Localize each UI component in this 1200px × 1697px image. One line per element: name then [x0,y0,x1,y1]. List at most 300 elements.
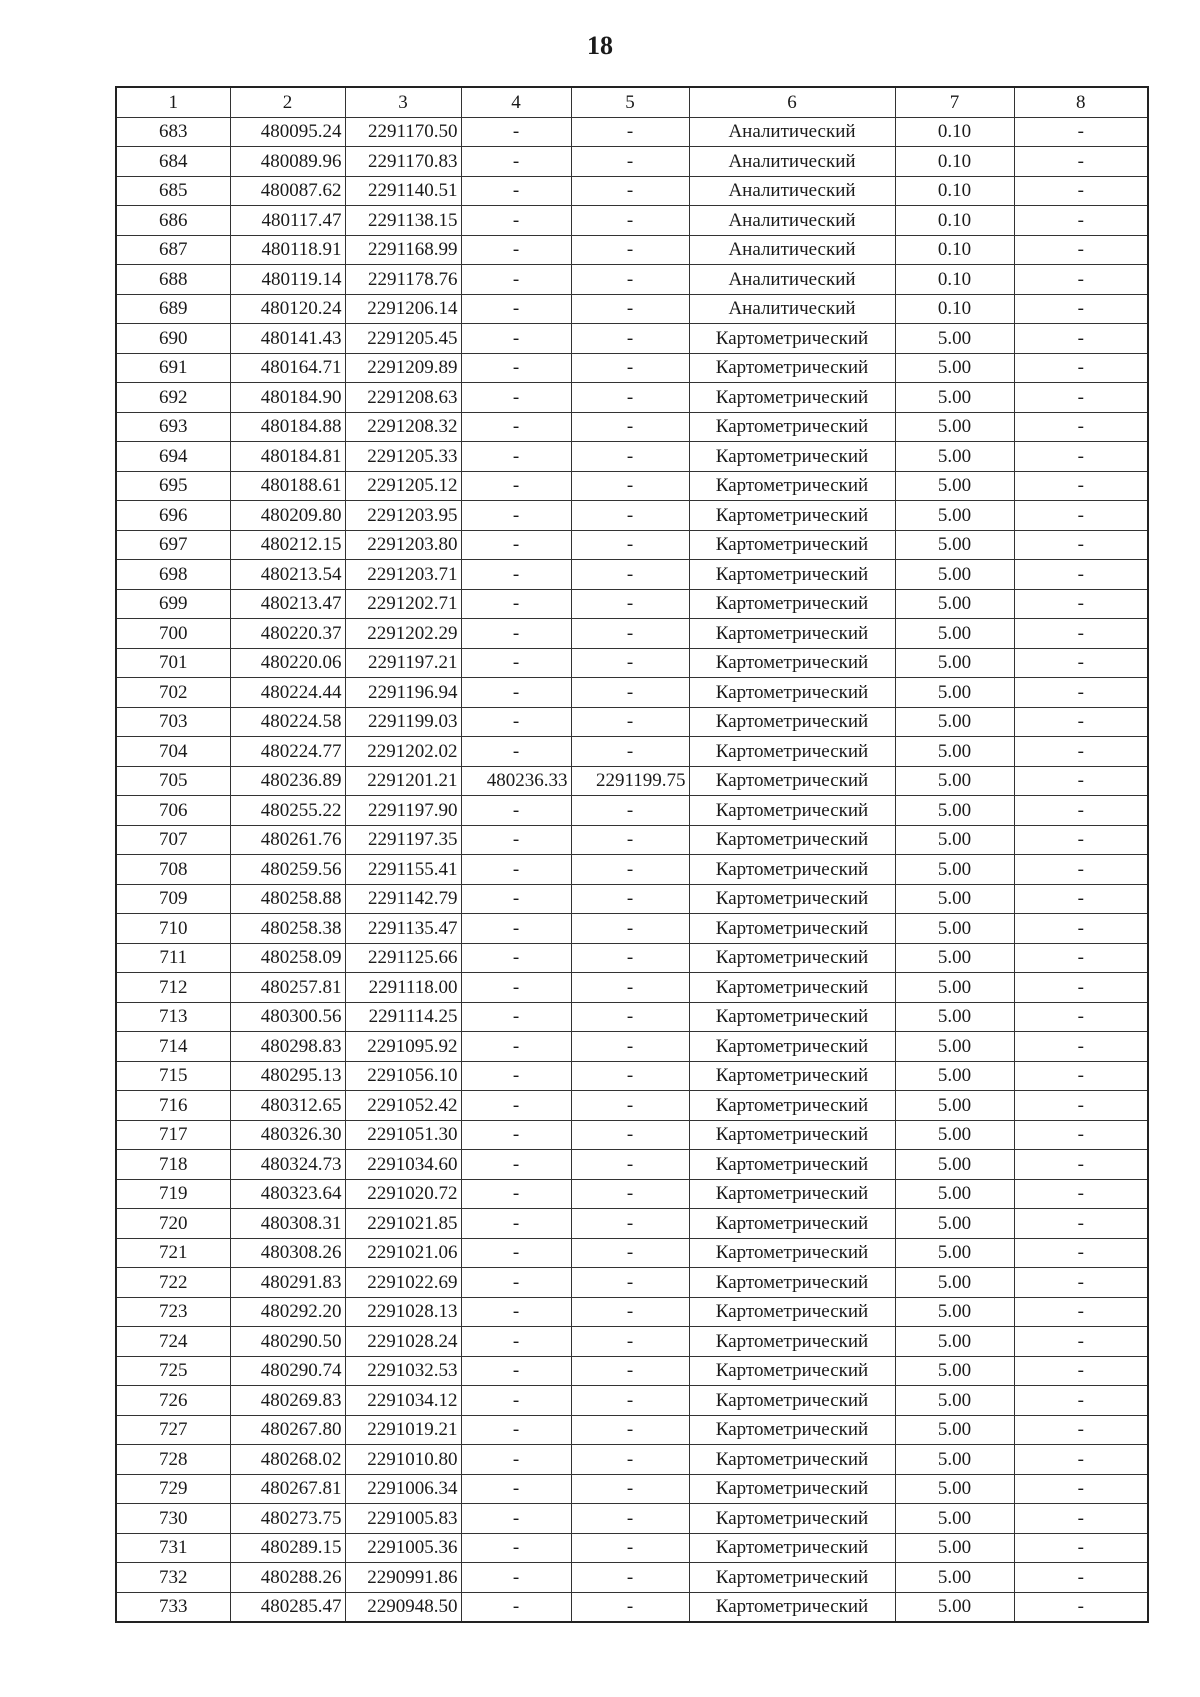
table-cell: - [1014,530,1148,560]
table-cell: 480224.44 [230,678,345,708]
table-cell: 480095.24 [230,117,345,147]
table-cell: 706 [116,796,230,826]
table-cell: 733 [116,1592,230,1622]
table-cell: - [571,1356,689,1386]
table-cell: - [1014,884,1148,914]
table-cell: 683 [116,117,230,147]
table-cell: 2291095.92 [345,1032,461,1062]
table-cell: - [1014,1209,1148,1239]
table-cell: 480224.58 [230,707,345,737]
table-cell: 5.00 [895,855,1014,885]
table-cell: Картометрический [689,1002,895,1032]
table-cell: Картометрический [689,1415,895,1445]
table-cell: 2291034.12 [345,1386,461,1416]
table-row [116,1032,1148,1062]
table-cell: - [461,1091,571,1121]
table-cell: 726 [116,1386,230,1416]
table-cell: 480290.74 [230,1356,345,1386]
table-cell: 480326.30 [230,1120,345,1150]
table-cell: Аналитический [689,147,895,177]
table-row [116,1386,1148,1416]
table-cell: 714 [116,1032,230,1062]
table-cell: 5.00 [895,1179,1014,1209]
table-cell: - [1014,1415,1148,1445]
table-cell: 697 [116,530,230,560]
table-cell: 2291209.89 [345,353,461,383]
table-cell: 2291118.00 [345,973,461,1003]
table-cell: 480288.26 [230,1563,345,1593]
table-row [116,1592,1148,1622]
table-cell: Картометрический [689,1297,895,1327]
table-cell: Картометрический [689,796,895,826]
table-row [116,943,1148,973]
table-cell: 0.10 [895,294,1014,324]
table-cell: - [1014,1533,1148,1563]
table-cell: 480300.56 [230,1002,345,1032]
table-cell: Картометрический [689,353,895,383]
table-cell: - [1014,855,1148,885]
table-cell: - [461,973,571,1003]
table-row [116,678,1148,708]
table-cell: - [461,825,571,855]
table-row [116,648,1148,678]
table-cell: - [571,1268,689,1298]
table-cell: 2291202.71 [345,589,461,619]
table-cell: - [571,1032,689,1062]
table-cell: - [1014,1002,1148,1032]
table-cell: 700 [116,619,230,649]
table-row [116,530,1148,560]
table-cell: 480255.22 [230,796,345,826]
table-cell: 688 [116,265,230,295]
table-cell: - [461,1592,571,1622]
table-cell: Картометрический [689,1032,895,1062]
table-cell: Картометрический [689,914,895,944]
table-cell: 480236.89 [230,766,345,796]
table-cell: 707 [116,825,230,855]
table-cell: 480118.91 [230,235,345,265]
table-cell: - [571,383,689,413]
table-row [116,176,1148,206]
table-cell: 2290948.50 [345,1592,461,1622]
table-cell: - [571,707,689,737]
table-cell: - [571,1445,689,1475]
table-cell: 5.00 [895,1504,1014,1534]
table-cell: 732 [116,1563,230,1593]
table-cell: 480220.06 [230,648,345,678]
coordinates-table [115,86,1149,1623]
table-cell: 731 [116,1533,230,1563]
table-cell: 480267.81 [230,1474,345,1504]
table-cell: - [571,1533,689,1563]
table-row [116,294,1148,324]
table-cell: 701 [116,648,230,678]
table-cell: - [461,1209,571,1239]
table-cell: - [571,1592,689,1622]
table-cell: - [461,648,571,678]
table-cell: 480324.73 [230,1150,345,1180]
table-row [116,855,1148,885]
table-cell: 5.00 [895,471,1014,501]
table-cell: - [461,1415,571,1445]
table-cell: 5.00 [895,973,1014,1003]
table-cell: 2291205.33 [345,442,461,472]
table-cell: - [571,1327,689,1357]
table-cell: - [461,1356,571,1386]
table-cell: - [1014,1592,1148,1622]
column-header: 8 [1014,87,1148,117]
table-cell: 2291197.35 [345,825,461,855]
table-cell: 480267.80 [230,1415,345,1445]
table-cell: - [461,855,571,885]
table-cell: 2291028.13 [345,1297,461,1327]
table-cell: Картометрический [689,383,895,413]
table-cell: Картометрический [689,1150,895,1180]
table-cell: 2291005.83 [345,1504,461,1534]
table-cell: - [461,1386,571,1416]
table-cell: - [1014,1297,1148,1327]
table-cell: 480269.83 [230,1386,345,1416]
table-cell: Аналитический [689,117,895,147]
table-cell: - [461,943,571,973]
table-cell: 704 [116,737,230,767]
table-cell: 480117.47 [230,206,345,236]
table-cell: 698 [116,560,230,590]
table-cell: 5.00 [895,501,1014,531]
table-cell: - [571,206,689,236]
table-cell: 480298.83 [230,1032,345,1062]
table-cell: 2291125.66 [345,943,461,973]
table-row [116,1297,1148,1327]
table-row [116,235,1148,265]
table-cell: 2291197.90 [345,796,461,826]
table-cell: 713 [116,1002,230,1032]
table-cell: Картометрический [689,412,895,442]
table-cell: 2291206.14 [345,294,461,324]
table-row [116,1179,1148,1209]
table-cell: Картометрический [689,324,895,354]
table-cell: 2291020.72 [345,1179,461,1209]
table-cell: - [1014,973,1148,1003]
table-cell: 480290.50 [230,1327,345,1357]
table-row [116,471,1148,501]
table-row [116,383,1148,413]
table-cell: 711 [116,943,230,973]
table-cell: - [461,1327,571,1357]
table-cell: 480188.61 [230,471,345,501]
table-row [116,1120,1148,1150]
table-cell: 718 [116,1150,230,1180]
table-cell: - [1014,117,1148,147]
table-cell: 727 [116,1415,230,1445]
table-cell: Картометрический [689,1238,895,1268]
table-cell: Картометрический [689,1386,895,1416]
table-cell: 5.00 [895,1209,1014,1239]
table-cell: Картометрический [689,1091,895,1121]
table-cell: Картометрический [689,855,895,885]
table-cell: 2291202.02 [345,737,461,767]
table-cell: - [1014,1327,1148,1357]
table-row [116,707,1148,737]
table-cell: 480141.43 [230,324,345,354]
table-cell: 5.00 [895,648,1014,678]
table-cell: - [571,855,689,885]
table-cell: 5.00 [895,737,1014,767]
table-cell: 2291028.24 [345,1327,461,1357]
table-cell: Картометрический [689,1061,895,1091]
table-cell: - [571,648,689,678]
table-cell: Картометрический [689,1179,895,1209]
table-cell: 699 [116,589,230,619]
table-cell: 728 [116,1445,230,1475]
table-cell: 2291142.79 [345,884,461,914]
table-cell: - [571,1563,689,1593]
table-cell: 687 [116,235,230,265]
table-cell: - [1014,648,1148,678]
table-cell: - [1014,1474,1148,1504]
table-cell: - [571,265,689,295]
table-cell: Аналитический [689,235,895,265]
table-cell: - [461,176,571,206]
table-cell: 2291056.10 [345,1061,461,1091]
table-cell: 5.00 [895,1533,1014,1563]
table-cell: Картометрический [689,471,895,501]
table-cell: - [461,619,571,649]
table-cell: - [1014,914,1148,944]
table-cell: - [1014,560,1148,590]
table-cell: 480119.14 [230,265,345,295]
table-cell: 725 [116,1356,230,1386]
table-body [116,117,1148,1622]
table-cell: 5.00 [895,1150,1014,1180]
table-cell: 5.00 [895,353,1014,383]
table-cell: - [571,324,689,354]
table-row [116,825,1148,855]
table-cell: - [1014,176,1148,206]
table-cell: Картометрический [689,560,895,590]
table-cell: - [461,796,571,826]
table-cell: 5.00 [895,1474,1014,1504]
table-cell: 2291199.03 [345,707,461,737]
table-cell: 480261.76 [230,825,345,855]
table-cell: 480312.65 [230,1091,345,1121]
table-cell: 5.00 [895,1415,1014,1445]
page-number: 18 [587,31,613,60]
table-cell: 480308.31 [230,1209,345,1239]
table-cell: 5.00 [895,943,1014,973]
table-cell: - [571,737,689,767]
table-cell: - [1014,1356,1148,1386]
table-cell: Картометрический [689,884,895,914]
table-cell: - [571,294,689,324]
table-cell: 2291021.85 [345,1209,461,1239]
table-cell: 5.00 [895,1268,1014,1298]
table-cell: - [461,1179,571,1209]
table-cell: - [1014,412,1148,442]
table-cell: Картометрический [689,501,895,531]
table-cell: 2291155.41 [345,855,461,885]
table-cell: 480089.96 [230,147,345,177]
table-cell: 2291052.42 [345,1091,461,1121]
table-cell: - [571,1386,689,1416]
table-cell: 5.00 [895,884,1014,914]
table-cell: - [571,1209,689,1239]
table-cell: 480258.09 [230,943,345,973]
table-cell: - [571,589,689,619]
table-cell: - [1014,442,1148,472]
table-cell: 5.00 [895,1386,1014,1416]
table-cell: 724 [116,1327,230,1357]
table-cell: 5.00 [895,412,1014,442]
table-cell: 2291138.15 [345,206,461,236]
table-cell: - [1014,383,1148,413]
table-cell: 480236.33 [461,766,571,796]
table-cell: - [461,206,571,236]
table-cell: Картометрический [689,766,895,796]
table-row [116,412,1148,442]
table-cell: Картометрический [689,737,895,767]
table-cell: 0.10 [895,176,1014,206]
table-cell: 2291205.12 [345,471,461,501]
table-cell: - [571,530,689,560]
table-cell: - [571,796,689,826]
table-cell: 2291021.06 [345,1238,461,1268]
table-cell: 717 [116,1120,230,1150]
table-row [116,914,1148,944]
table-cell: 2291197.21 [345,648,461,678]
table-cell: Картометрический [689,1327,895,1357]
table-cell: - [571,1150,689,1180]
table-cell: Картометрический [689,678,895,708]
table-cell: Картометрический [689,1120,895,1150]
table-cell: - [1014,206,1148,236]
table-cell: Картометрический [689,619,895,649]
table-cell: 5.00 [895,1238,1014,1268]
table-row [116,1150,1148,1180]
table-cell: 5.00 [895,914,1014,944]
table-cell: - [1014,943,1148,973]
table-cell: - [461,147,571,177]
table-row [116,796,1148,826]
table-row [116,737,1148,767]
table-cell: - [461,530,571,560]
table-cell: 2291140.51 [345,176,461,206]
table-cell: 480289.15 [230,1533,345,1563]
table-cell: 480295.13 [230,1061,345,1091]
column-header: 6 [689,87,895,117]
table-cell: 480291.83 [230,1268,345,1298]
table-cell: 480213.54 [230,560,345,590]
table-cell: - [571,471,689,501]
table-cell: - [461,1120,571,1150]
table-cell: 0.10 [895,147,1014,177]
table-cell: - [461,737,571,767]
table-cell: 709 [116,884,230,914]
table-cell: - [571,1002,689,1032]
table-cell: 721 [116,1238,230,1268]
table-cell: - [1014,1061,1148,1091]
table-cell: - [1014,796,1148,826]
table-cell: - [461,471,571,501]
column-header: 5 [571,87,689,117]
table-cell: - [461,294,571,324]
table-cell: Картометрический [689,943,895,973]
table-cell: - [1014,471,1148,501]
table-cell: 2291051.30 [345,1120,461,1150]
table-cell: - [461,589,571,619]
table-cell: - [571,176,689,206]
table-cell: - [571,1120,689,1150]
table-cell: Аналитический [689,176,895,206]
table-cell: 691 [116,353,230,383]
table-cell: - [461,1061,571,1091]
table-row [116,1533,1148,1563]
table-cell: 2291135.47 [345,914,461,944]
table-cell: 5.00 [895,442,1014,472]
table-cell: Картометрический [689,1504,895,1534]
table-cell: - [461,1150,571,1180]
table-row [116,147,1148,177]
table-cell: - [461,1504,571,1534]
table-cell: 696 [116,501,230,531]
table-row [116,560,1148,590]
column-header: 1 [116,87,230,117]
table-cell: - [571,678,689,708]
table-cell: Картометрический [689,707,895,737]
table-cell: 2291114.25 [345,1002,461,1032]
table-cell: - [461,1445,571,1475]
table-cell: Картометрический [689,648,895,678]
table-cell: 5.00 [895,796,1014,826]
table-cell: 2291170.83 [345,147,461,177]
table-cell: Картометрический [689,825,895,855]
table-cell: 480224.77 [230,737,345,767]
table-cell: Картометрический [689,1209,895,1239]
table-cell: 5.00 [895,383,1014,413]
table-cell: Картометрический [689,530,895,560]
table-row [116,1091,1148,1121]
table-cell: 2290991.86 [345,1563,461,1593]
table-cell: - [1014,678,1148,708]
table-cell: 723 [116,1297,230,1327]
table-cell: - [1014,235,1148,265]
table-cell: 2291170.50 [345,117,461,147]
table-cell: 5.00 [895,619,1014,649]
table-cell: 5.00 [895,1563,1014,1593]
table-cell: - [461,707,571,737]
table-cell: 695 [116,471,230,501]
table-cell: - [1014,324,1148,354]
table-cell: 480213.47 [230,589,345,619]
table-cell: 715 [116,1061,230,1091]
table-cell: 5.00 [895,766,1014,796]
table-cell: - [1014,1504,1148,1534]
table-cell: - [1014,1150,1148,1180]
table-cell: 2291196.94 [345,678,461,708]
table-cell: Картометрический [689,1533,895,1563]
table-cell: 2291010.80 [345,1445,461,1475]
table-cell: 5.00 [895,1327,1014,1357]
table-cell: 702 [116,678,230,708]
table-cell: - [461,353,571,383]
table-cell: - [571,1297,689,1327]
header-row [116,87,1148,117]
table-cell: - [571,1061,689,1091]
table-cell: - [1014,1179,1148,1209]
table-cell: 5.00 [895,1032,1014,1062]
table-cell: - [571,235,689,265]
table-cell: - [1014,825,1148,855]
